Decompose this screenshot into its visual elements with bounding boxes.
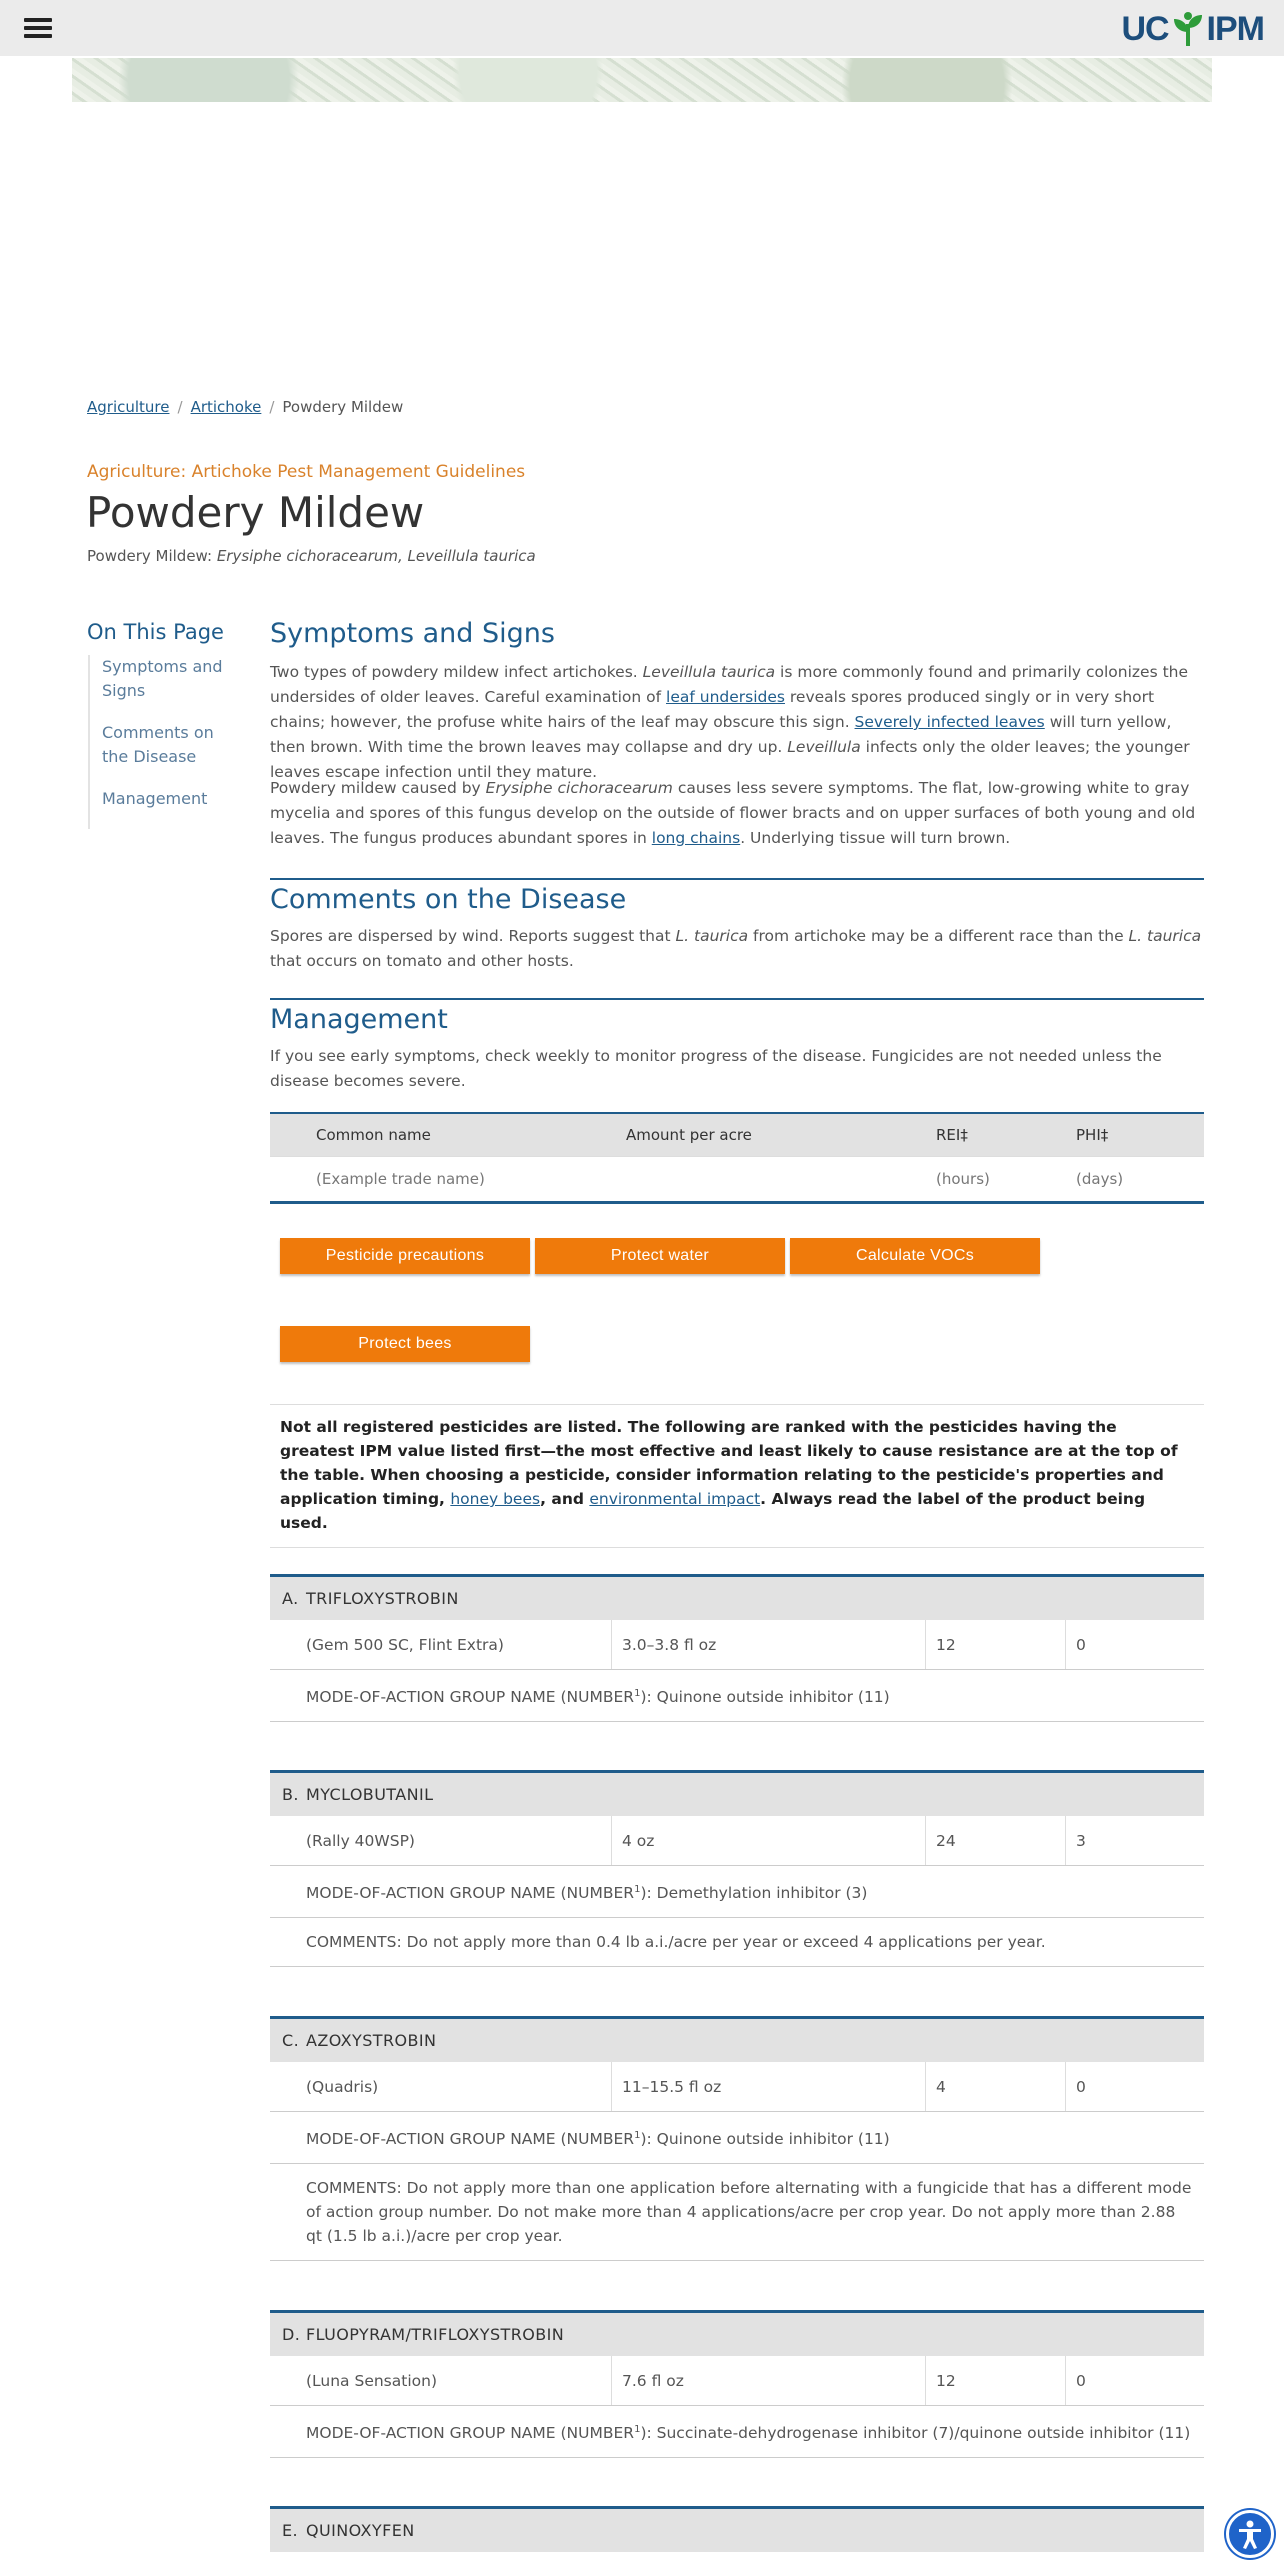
text: Spores are dispersed by wind. Reports suggest that	[270, 927, 676, 945]
pesticide-comments: COMMENTS: Do not apply more than one application before alternating with a fungicide that has a different mode of action group number. Do not make more than 4 applications/acre per crop year. Do not apply more than 2.88 qt (1.5 lb a.i.)/acre per crop year.	[270, 2164, 1204, 2261]
trade-name: (Quadris)	[270, 2062, 612, 2111]
phi: 3	[1076, 1831, 1086, 1850]
text: . Underlying tissue will turn brown.	[740, 829, 1011, 847]
text: infects only the older leaves; the younger leaves escape infection until they mature.	[270, 738, 1190, 781]
symptoms-heading: Symptoms and Signs	[270, 618, 555, 649]
text: will turn yellow, then brown. With time the brown leaves may collapse and dry up.	[270, 713, 1172, 756]
mode-of-action	[270, 2406, 1204, 2458]
environmental-impact-link[interactable]: environmental impact	[589, 1490, 761, 1508]
mode-of-action	[270, 2112, 1204, 2164]
footnote-marker: 1	[634, 2424, 641, 2435]
col-phi[interactable]: PHI‡	[1076, 1126, 1109, 1144]
pesticide-comments: COMMENTS: Do not apply more than 0.4 lb a.i./acre per year or exceed 4 applications per year.	[270, 1918, 1204, 1967]
logo-text-uc: UC	[1121, 9, 1169, 48]
breadcrumb: Agriculture / Artichoke / Powdery Mildew	[87, 398, 404, 416]
protect-water-button[interactable]: Protect water	[535, 1238, 785, 1274]
pesticide-letter: C.	[282, 2031, 300, 2050]
text: , and	[540, 1490, 590, 1508]
pesticide-name: AZOXYSTROBIN	[306, 2031, 437, 2050]
text: MODE-OF-ACTION GROUP NAME (NUMBER	[306, 2424, 635, 2443]
symptoms-paragraph-2	[270, 776, 1204, 851]
comments-paragraph	[270, 924, 1204, 974]
table-subheader-row	[270, 1156, 1204, 1201]
severely-infected-leaves-link[interactable]: Severely infected leaves	[854, 713, 1045, 731]
text: Not all registered pesticides are listed. The following are ranked with the pesticides having the greatest IPM value listed first—the most effective and least likely to cause resistance are at the top of the table. When choosing a pesticide, consider information relating to the pesticide's properties and application timing,	[280, 1418, 1178, 1508]
pesticide-row	[270, 1816, 1204, 1866]
rei: 12	[926, 2356, 1066, 2405]
trade-name: (Gem 500 SC, Flint Extra)	[270, 1620, 612, 1669]
pesticide-letter: B.	[282, 1785, 299, 1804]
rei: 24	[926, 1816, 1066, 1865]
top-bar	[0, 0, 1284, 56]
text: MODE-OF-ACTION GROUP NAME (NUMBER	[306, 2130, 635, 2149]
sub-trade-name: (Example trade name)	[316, 1170, 485, 1188]
genus-name: Leveillula	[787, 738, 861, 756]
pesticide-block	[270, 2506, 1204, 2552]
col-rei[interactable]: REI‡	[936, 1126, 968, 1144]
text: . Always read the label of the product being used.	[280, 1490, 1146, 1532]
nav-symptoms-and-signs[interactable]: Symptoms and Signs	[102, 657, 223, 700]
amount: 4 oz	[612, 1816, 926, 1865]
on-this-page-nav	[88, 655, 245, 829]
pesticide-name: QUINOXYFEN	[306, 2521, 415, 2540]
symptoms-paragraph-1	[270, 660, 1204, 785]
calculate-vocs-button[interactable]: Calculate VOCs	[790, 1238, 1040, 1274]
accessibility-icon[interactable]	[1226, 2510, 1274, 2558]
pesticide-row	[270, 2356, 1204, 2406]
col-common-name: Common name	[316, 1126, 431, 1144]
amount: 7.6 fl oz	[612, 2356, 926, 2405]
mode-of-action	[270, 1670, 1204, 1722]
col-amount: Amount per acre	[626, 1126, 752, 1144]
pesticide-row	[270, 1620, 1204, 1670]
phi: 0	[1076, 1635, 1086, 1654]
text: causes less severe symptoms. The flat, low-growing white to gray mycelia and spores of this fungus develop on the outside of flower bracts and on upper surfaces of both young and old leaves. The fungus produces abundant spores in	[270, 779, 1196, 847]
mode-of-action	[270, 1866, 1204, 1918]
subtitle-species: Erysiphe cichoracearum, Leveillula taurica	[216, 547, 536, 565]
management-heading: Management	[270, 1004, 448, 1035]
text: Two types of powdery mildew infect artichokes.	[270, 663, 643, 681]
text: ): Succinate-dehydrogenase inhibitor (7)/quinone outside inhibitor (11)	[640, 2424, 1191, 2443]
species-name: Leveillula taurica	[642, 663, 776, 681]
text: ): Quinone outside inhibitor (11)	[640, 2130, 890, 2149]
text: from artichoke may be a different race than the	[748, 927, 1129, 945]
species-name: L. taurica	[675, 927, 749, 945]
comments-heading: Comments on the Disease	[270, 884, 627, 915]
pesticide-name: TRIFLOXYSTROBIN	[306, 1589, 459, 1608]
text: ): Demethylation inhibitor (3)	[640, 1884, 868, 1903]
sub-days: (days)	[1076, 1170, 1124, 1188]
pesticide-letter: A.	[282, 1589, 299, 1608]
pesticide-block	[270, 2310, 1204, 2458]
pesticide-row	[270, 2062, 1204, 2112]
text: MODE-OF-ACTION GROUP NAME (NUMBER	[306, 1884, 635, 1903]
phi: 0	[1076, 2371, 1086, 2390]
sub-hours: (hours)	[936, 1170, 990, 1188]
subtitle-prefix: Powdery Mildew:	[87, 547, 213, 565]
ranking-note	[270, 1404, 1204, 1548]
rei: 4	[926, 2062, 1066, 2111]
text: Powdery mildew caused by	[270, 779, 486, 797]
pesticide-block	[270, 1770, 1204, 1967]
footnote-marker: 1	[634, 2130, 641, 2141]
pesticide-block	[270, 1574, 1204, 1722]
pesticide-block	[270, 2016, 1204, 2261]
pesticide-title	[270, 2313, 1204, 2356]
menu-icon[interactable]	[24, 14, 52, 42]
pesticide-precautions-button[interactable]: Pesticide precautions	[280, 1238, 530, 1274]
on-this-page-title: On This Page	[87, 620, 224, 644]
pesticide-name: FLUOPYRAM/TRIFLOXYSTROBIN	[306, 2325, 565, 2344]
trade-name: (Rally 40WSP)	[270, 1816, 612, 1865]
uc-ipm-logo[interactable]	[1121, 10, 1264, 48]
footnote-marker: 1	[634, 1688, 641, 1699]
page-title: Powdery Mildew	[86, 488, 425, 537]
text: is more commonly found and primarily colonizes the undersides of older leaves. Careful examination of	[270, 663, 1189, 706]
protect-bees-button[interactable]: Protect bees	[280, 1326, 530, 1362]
long-chains-link[interactable]: long chains	[651, 829, 741, 847]
nav-comments-on-the-disease[interactable]: Comments on the Disease	[102, 723, 214, 766]
footnote-marker: 1	[634, 1884, 641, 1895]
pesticide-table-header	[270, 1112, 1204, 1204]
pesticide-title	[270, 2019, 1204, 2062]
guide-title: Agriculture: Artichoke Pest Management Guidelines	[87, 462, 526, 482]
section-divider	[270, 878, 1204, 880]
section-divider	[270, 998, 1204, 1000]
rei: 12	[926, 1620, 1066, 1669]
species-name: Erysiphe cichoracearum	[485, 779, 673, 797]
logo-text-ipm: IPM	[1206, 9, 1264, 48]
text: that occurs on tomato and other hosts.	[270, 952, 574, 970]
leaf-undersides-link[interactable]: leaf undersides	[666, 688, 785, 706]
text: reveals spores produced singly or in very short chains; however, the profuse white hairs of the leaf may obscure this sign.	[270, 688, 1155, 731]
phi: 0	[1076, 2077, 1086, 2096]
pesticide-title	[270, 1577, 1204, 1620]
amount: 3.0–3.8 fl oz	[612, 1620, 926, 1669]
breadcrumb-artichoke[interactable]: Artichoke	[190, 398, 262, 416]
breadcrumb-current: Powdery Mildew	[282, 398, 404, 416]
pesticide-name: MYCLOBUTANIL	[306, 1785, 434, 1804]
pesticide-letter: E.	[282, 2521, 298, 2540]
header-banner-image	[72, 58, 1212, 102]
sprout-icon	[1171, 10, 1205, 48]
management-paragraph: If you see early symptoms, check weekly to monitor progress of the disease. Fungicides are not needed unless the disease becomes severe.	[270, 1047, 1162, 1090]
pesticide-title	[270, 2509, 1204, 2552]
page-subtitle	[87, 547, 536, 565]
table-header-row	[270, 1114, 1204, 1156]
text: MODE-OF-ACTION GROUP NAME (NUMBER	[306, 1688, 635, 1707]
amount: 11–15.5 fl oz	[612, 2062, 926, 2111]
breadcrumb-agriculture[interactable]: Agriculture	[87, 398, 170, 416]
honey-bees-link[interactable]: honey bees	[450, 1490, 541, 1508]
pesticide-letter: D.	[282, 2325, 301, 2344]
text: ): Quinone outside inhibitor (11)	[640, 1688, 890, 1707]
species-name: L. taurica	[1128, 927, 1202, 945]
pesticide-title	[270, 1773, 1204, 1816]
trade-name: (Luna Sensation)	[270, 2356, 612, 2405]
nav-management[interactable]: Management	[102, 789, 208, 808]
